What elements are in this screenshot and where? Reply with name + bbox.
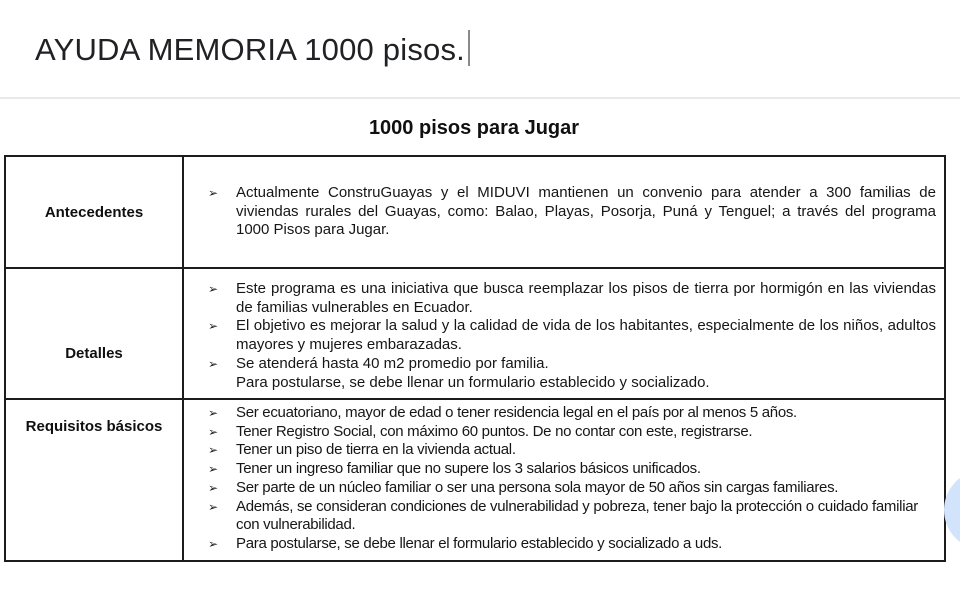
table-row-antecedentes [6,157,944,269]
bullet-item [184,355,936,374]
bullet-item [184,280,936,317]
arrow-bullet-icon: ➢ [208,462,218,477]
bullet-item [184,441,936,460]
row-label-requisitos: Requisitos básicos [6,400,184,560]
header-divider [0,97,960,99]
bullet-item [184,374,936,393]
arrow-bullet-icon: ➢ [208,185,219,200]
bullet-text: Para postularse, se debe llenar un formulario establecido y socializado. [236,373,710,391]
bullet-text: Para postularse, se debe llenar el formulario establecido y socializado a uds. [236,534,723,552]
bullet-text: Tener un piso de tierra en la vivienda actual. [236,441,516,459]
bullet-text: El objetivo es mejorar la salud y la calidad de vida de los habitantes, especialmente de los niños, adultos mayores y mujeres embarazadas. [236,317,936,354]
arrow-bullet-icon: ➢ [208,356,219,371]
arrow-bullet-icon: ➢ [208,319,219,334]
bullet-text: Tener Registro Social, con máximo 60 puntos. De no contar con este, registrarse. [236,422,753,440]
info-table [4,155,946,562]
bullet-text: Este programa es una iniciativa que busca reemplazar los pisos de tierra por hormigón en las viviendas de familias vulnerables en Ecuador. [236,280,936,316]
bullet-text: Ser ecuatoriano, mayor de edad o tener residencia legal en el país por al menos 5 años. [236,404,797,421]
bullet-item [184,423,936,442]
arrow-bullet-icon: ➢ [208,282,219,296]
row-content-antecedentes [184,157,944,267]
arrow-bullet-icon: ➢ [208,480,218,495]
bullet-text: Ser parte de un núcleo familiar o ser una persona sola mayor de 50 años sin cargas familiares. [236,478,839,496]
arrow-bullet-icon: ➢ [208,536,218,551]
table-row-requisitos [6,400,944,560]
bullet-item [184,479,936,498]
table-row-detalles [6,269,944,400]
row-content-detalles [184,269,944,398]
row-label-detalles: Detalles [6,269,184,398]
bullet-text: Se atenderá hasta 40 m2 promedio por familia. [236,354,549,372]
arrow-bullet-icon: ➢ [208,424,218,439]
bullet-item [184,498,936,535]
row-label-antecedentes: Antecedentes [6,157,184,267]
arrow-bullet-icon: ➢ [208,499,218,514]
bullet-item [184,317,936,354]
arrow-bullet-icon: ➢ [208,406,218,420]
arrow-bullet-icon: ➢ [208,443,218,458]
floating-action-button[interactable] [944,470,960,550]
bullet-text: Tener un ingreso familiar que no supere los 3 salarios básicos unificados. [236,460,701,478]
bullet-text: Actualmente ConstruGuayas y el MIDUVI mantienen un convenio para atender a 300 familias de viviendas rurales del Guayas, como: Balao, Playas, Posorja, Puná y Tenguel; a través del programa 1000 Pisos para Jugar. [236,183,936,239]
text-cursor [468,30,470,66]
document-title[interactable] [35,30,470,68]
document-title-text: AYUDA MEMORIA 1000 pisos. [35,32,465,67]
bullet-item [184,184,936,240]
bullet-text: Además, se consideran condiciones de vulnerabilidad y pobreza, tener bajo la protección o cuidado familiar con vulnerabilidad. [236,497,918,534]
table-title: 1000 pisos para Jugar [368,117,580,139]
bullet-item [184,535,936,554]
row-content-requisitos [184,400,944,560]
bullet-item [184,404,936,423]
bullet-item [184,460,936,479]
